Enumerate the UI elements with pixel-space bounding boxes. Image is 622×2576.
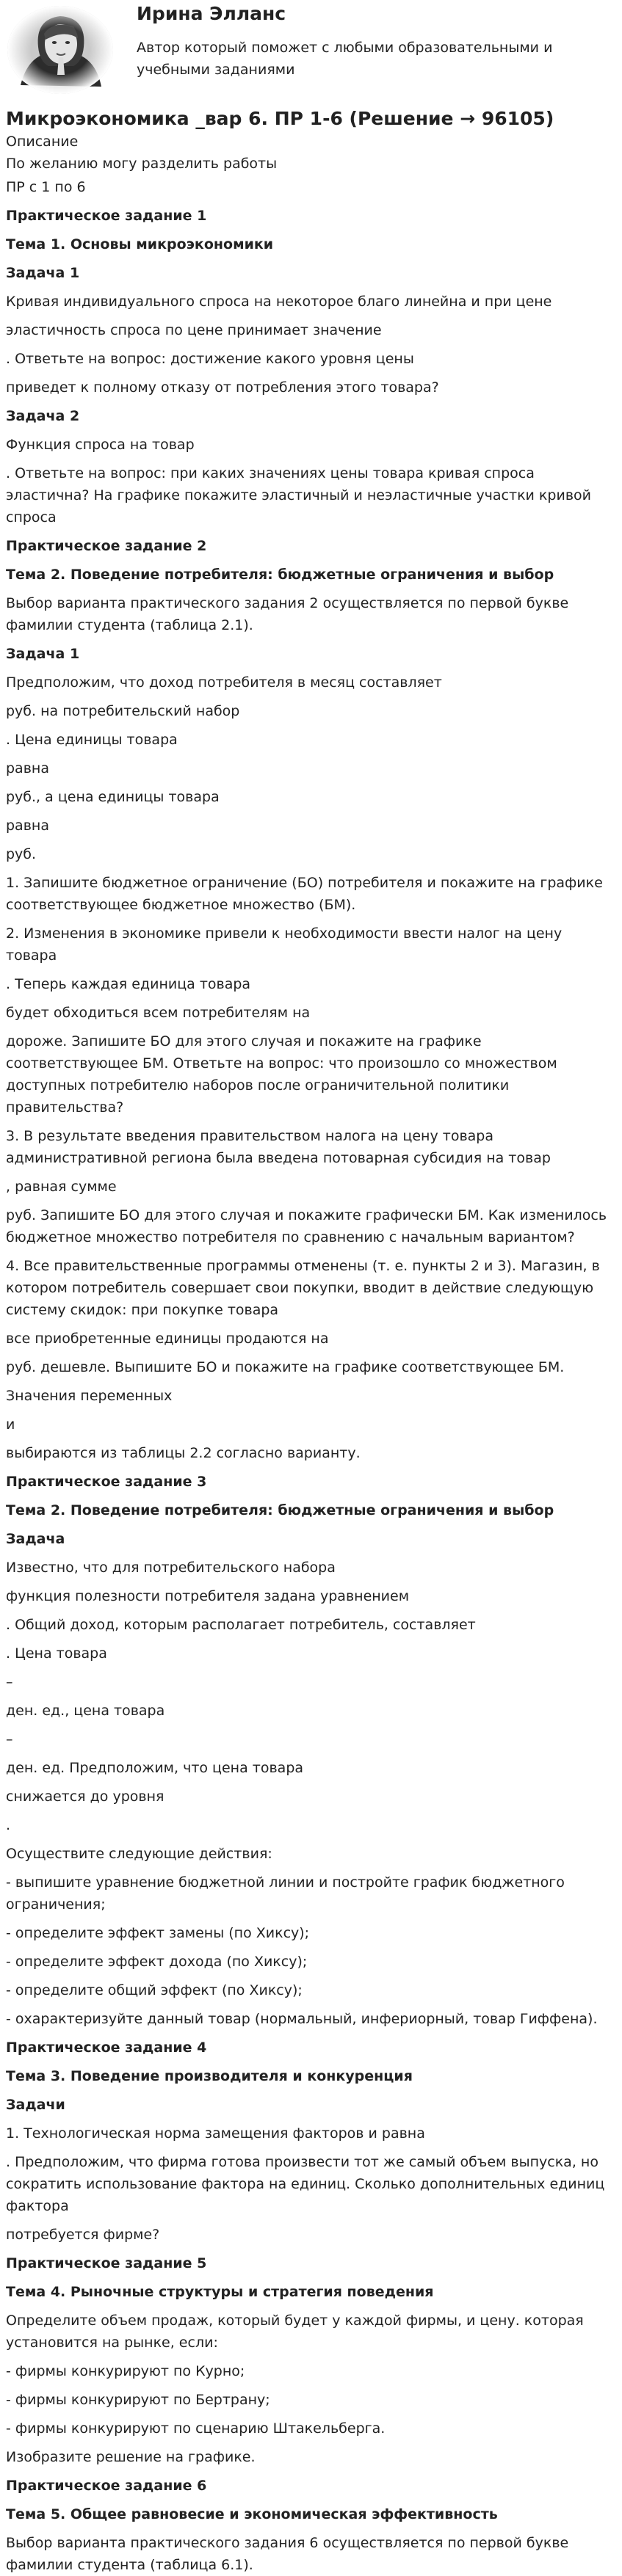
section-heading: Тема 1. Основы микроэкономики xyxy=(6,236,274,252)
section-heading: Задача xyxy=(6,1531,65,1547)
description-paragraph: - определите эффект дохода (по Хиксу); xyxy=(6,1954,308,1970)
work-content xyxy=(0,107,622,2576)
description-paragraph: , равная сумме xyxy=(6,1179,117,1195)
description-paragraph: 1. Запишите бюджетное ограничение (БО) потребителя и покажите на графике соответствующее бюджетное множество (БМ). xyxy=(6,875,603,913)
description-paragraph: 3. В результате введения правительством налога на цену товара административной региона была введена потоварная субсидия на товар xyxy=(6,1128,551,1166)
description-paragraph: Осуществите следующие действия: xyxy=(6,1846,272,1862)
description-paragraph: 4. Все правительственные программы отменены (т. е. пункты 2 и 3). Магазин, в котором потребитель совершает свои покупки, вводит в действие следующую систему скидок: при покупке товара xyxy=(6,1258,600,1318)
section-heading: Практическое задание 4 xyxy=(6,2040,207,2056)
description-paragraph: . Теперь каждая единица товара xyxy=(6,976,251,992)
description-paragraph: . Цена единицы товара xyxy=(6,732,178,748)
section-heading: Практическое задание 1 xyxy=(6,208,207,224)
description-paragraph: и xyxy=(6,1416,15,1433)
section-heading: Задачи xyxy=(6,2097,65,2113)
section-heading: Тема 2. Поведение потребителя: бюджетные ограничения и выбор xyxy=(6,1502,554,1518)
description-paragraph: руб. Запишите БО для этого случая и покажите графически БМ. Как изменилось бюджетное множество потребителя по сравнению с начальным вариантом? xyxy=(6,1207,607,1245)
section-heading: Практическое задание 6 xyxy=(6,2478,207,2494)
section-heading: Практическое задание 3 xyxy=(6,1474,207,1490)
description-label: Описание xyxy=(6,134,79,150)
section-heading: Тема 4. Рыночные структуры и стратегия поведения xyxy=(6,2284,434,2300)
description-paragraph: Выбор варианта практического задания 2 осуществляется по первой букве фамилии студента (таблица 2.1). xyxy=(6,595,569,633)
description-paragraph: . Цена товара xyxy=(6,1645,107,1662)
description-paragraph: функция полезности потребителя задана уравнением xyxy=(6,1588,410,1604)
description-paragraph: - фирмы конкурируют по Бертрану; xyxy=(6,2392,270,2408)
author-description: Автор который поможет с любыми образовательными и учебными заданиями xyxy=(137,40,553,78)
description-paragraph: все приобретенные единицы продаются на xyxy=(6,1331,329,1347)
description-paragraph: . Ответьте на вопрос: при каких значениях цены товара кривая спроса эластична? На графике покажите эластичный и неэластичные участки кривой спроса xyxy=(6,465,591,525)
section-heading: Тема 3. Поведение производителя и конкуренция xyxy=(6,2068,413,2084)
author-header xyxy=(0,0,622,104)
description-paragraph: равна xyxy=(6,818,49,834)
section-heading: Задача 1 xyxy=(6,646,80,662)
description-paragraph: руб. дешевле. Выпишите БО и покажите на графике соответствующее БМ. xyxy=(6,1359,565,1375)
description-paragraph: 1. Технологическая норма замещения факторов и равна xyxy=(6,2125,425,2142)
description-paragraph: . Общий доход, которым располагает потребитель, составляет xyxy=(6,1617,476,1633)
description-paragraph: выбираются из таблицы 2.2 согласно варианту. xyxy=(6,1445,361,1461)
description-paragraph: - выпишите уравнение бюджетной линии и постройте график бюджетного ограничения; xyxy=(6,1874,565,1913)
description-paragraph: . xyxy=(6,1817,11,1833)
section-heading: Задача 1 xyxy=(6,265,80,281)
description-paragraph: 2. Изменения в экономике привели к необходимости ввести налог на цену товара xyxy=(6,925,563,964)
description-paragraph: - определите общий эффект (по Хиксу); xyxy=(6,1982,303,1998)
description-paragraph: снижается до уровня xyxy=(6,1789,164,1805)
description-paragraph: Известно, что для потребительского набора xyxy=(6,1560,336,1576)
description-paragraph: Значения переменных xyxy=(6,1388,173,1404)
section-heading: Тема 2. Поведение потребителя: бюджетные ограничения и выбор xyxy=(6,567,554,583)
description-paragraph: ПР с 1 по 6 xyxy=(6,179,86,195)
description-paragraph: . Предположим, что фирма готова произвести тот же самый объем выпуска, но сократить использование фактора на единиц. Сколько дополнительных единиц фактора xyxy=(6,2154,605,2214)
description-paragraph: потребуется фирме? xyxy=(6,2227,160,2243)
author-name[interactable]: Ирина Элланс xyxy=(137,3,286,24)
description-paragraph: – xyxy=(6,1674,13,1690)
description-paragraph: приведет к полному отказу от потребления этого товара? xyxy=(6,379,439,396)
description-paragraph: Предположим, что доход потребителя в месяц составляет xyxy=(6,674,442,691)
description-paragraph: - охарактеризуйте данный товар (нормальный, инфериорный, товар Гиффена). xyxy=(6,2011,598,2027)
description-paragraph: будет обходиться всем потребителям на xyxy=(6,1005,311,1021)
description-paragraph: По желанию могу разделить работы xyxy=(6,156,278,172)
author-photo-icon[interactable] xyxy=(6,4,115,95)
description-body xyxy=(6,153,615,2576)
description-paragraph: Определите объем продаж, который будет у каждой фирмы, и цену. которая установится на рынке, если: xyxy=(6,2313,584,2351)
description-paragraph: ден. ед., цена товара xyxy=(6,1703,165,1719)
description-paragraph: – xyxy=(6,1731,13,1747)
section-heading: Задача 2 xyxy=(6,408,80,424)
section-heading: Тема 5. Общее равновесие и экономическая эффективность xyxy=(6,2506,498,2522)
description-paragraph: равна xyxy=(6,760,49,776)
description-paragraph: руб. на потребительский набор xyxy=(6,703,240,719)
description-paragraph: - фирмы конкурируют по Курно; xyxy=(6,2363,245,2379)
description-paragraph: - определите эффект замены (по Хиксу); xyxy=(6,1925,310,1941)
description-paragraph: Функция спроса на товар xyxy=(6,437,195,453)
description-paragraph: - фирмы конкурируют по сценарию Штакельберга. xyxy=(6,2420,386,2437)
section-heading: Практическое задание 5 xyxy=(6,2255,207,2271)
description-paragraph: Выбор варианта практического задания 6 осуществляется по первой букве фамилии студента (таблица 6.1). xyxy=(6,2535,569,2573)
description-paragraph: дороже. Запишите БО для этого случая и покажите на графике соответствующее БМ. Ответьте на вопрос: что произошло со множеством доступных потребителю наборов после ограничительной политики правительства? xyxy=(6,1033,557,1116)
description-paragraph: . Ответьте на вопрос: достижение какого уровня цены xyxy=(6,351,414,367)
work-title: Микроэкономика _вар 6. ПР 1-6 (Решение → 96105) xyxy=(6,108,554,129)
description-paragraph: руб., а цена единицы товара xyxy=(6,789,220,805)
description-paragraph: эластичность спроса по цене принимает значение xyxy=(6,322,382,338)
description-paragraph: руб. xyxy=(6,846,37,862)
description-paragraph: Кривая индивидуального спроса на некоторое благо линейна и при цене xyxy=(6,294,552,310)
description-paragraph: ден. ед. Предположим, что цена товара xyxy=(6,1760,304,1776)
description-paragraph: Изобразите решение на графике. xyxy=(6,2449,256,2465)
section-heading: Практическое задание 2 xyxy=(6,538,207,554)
